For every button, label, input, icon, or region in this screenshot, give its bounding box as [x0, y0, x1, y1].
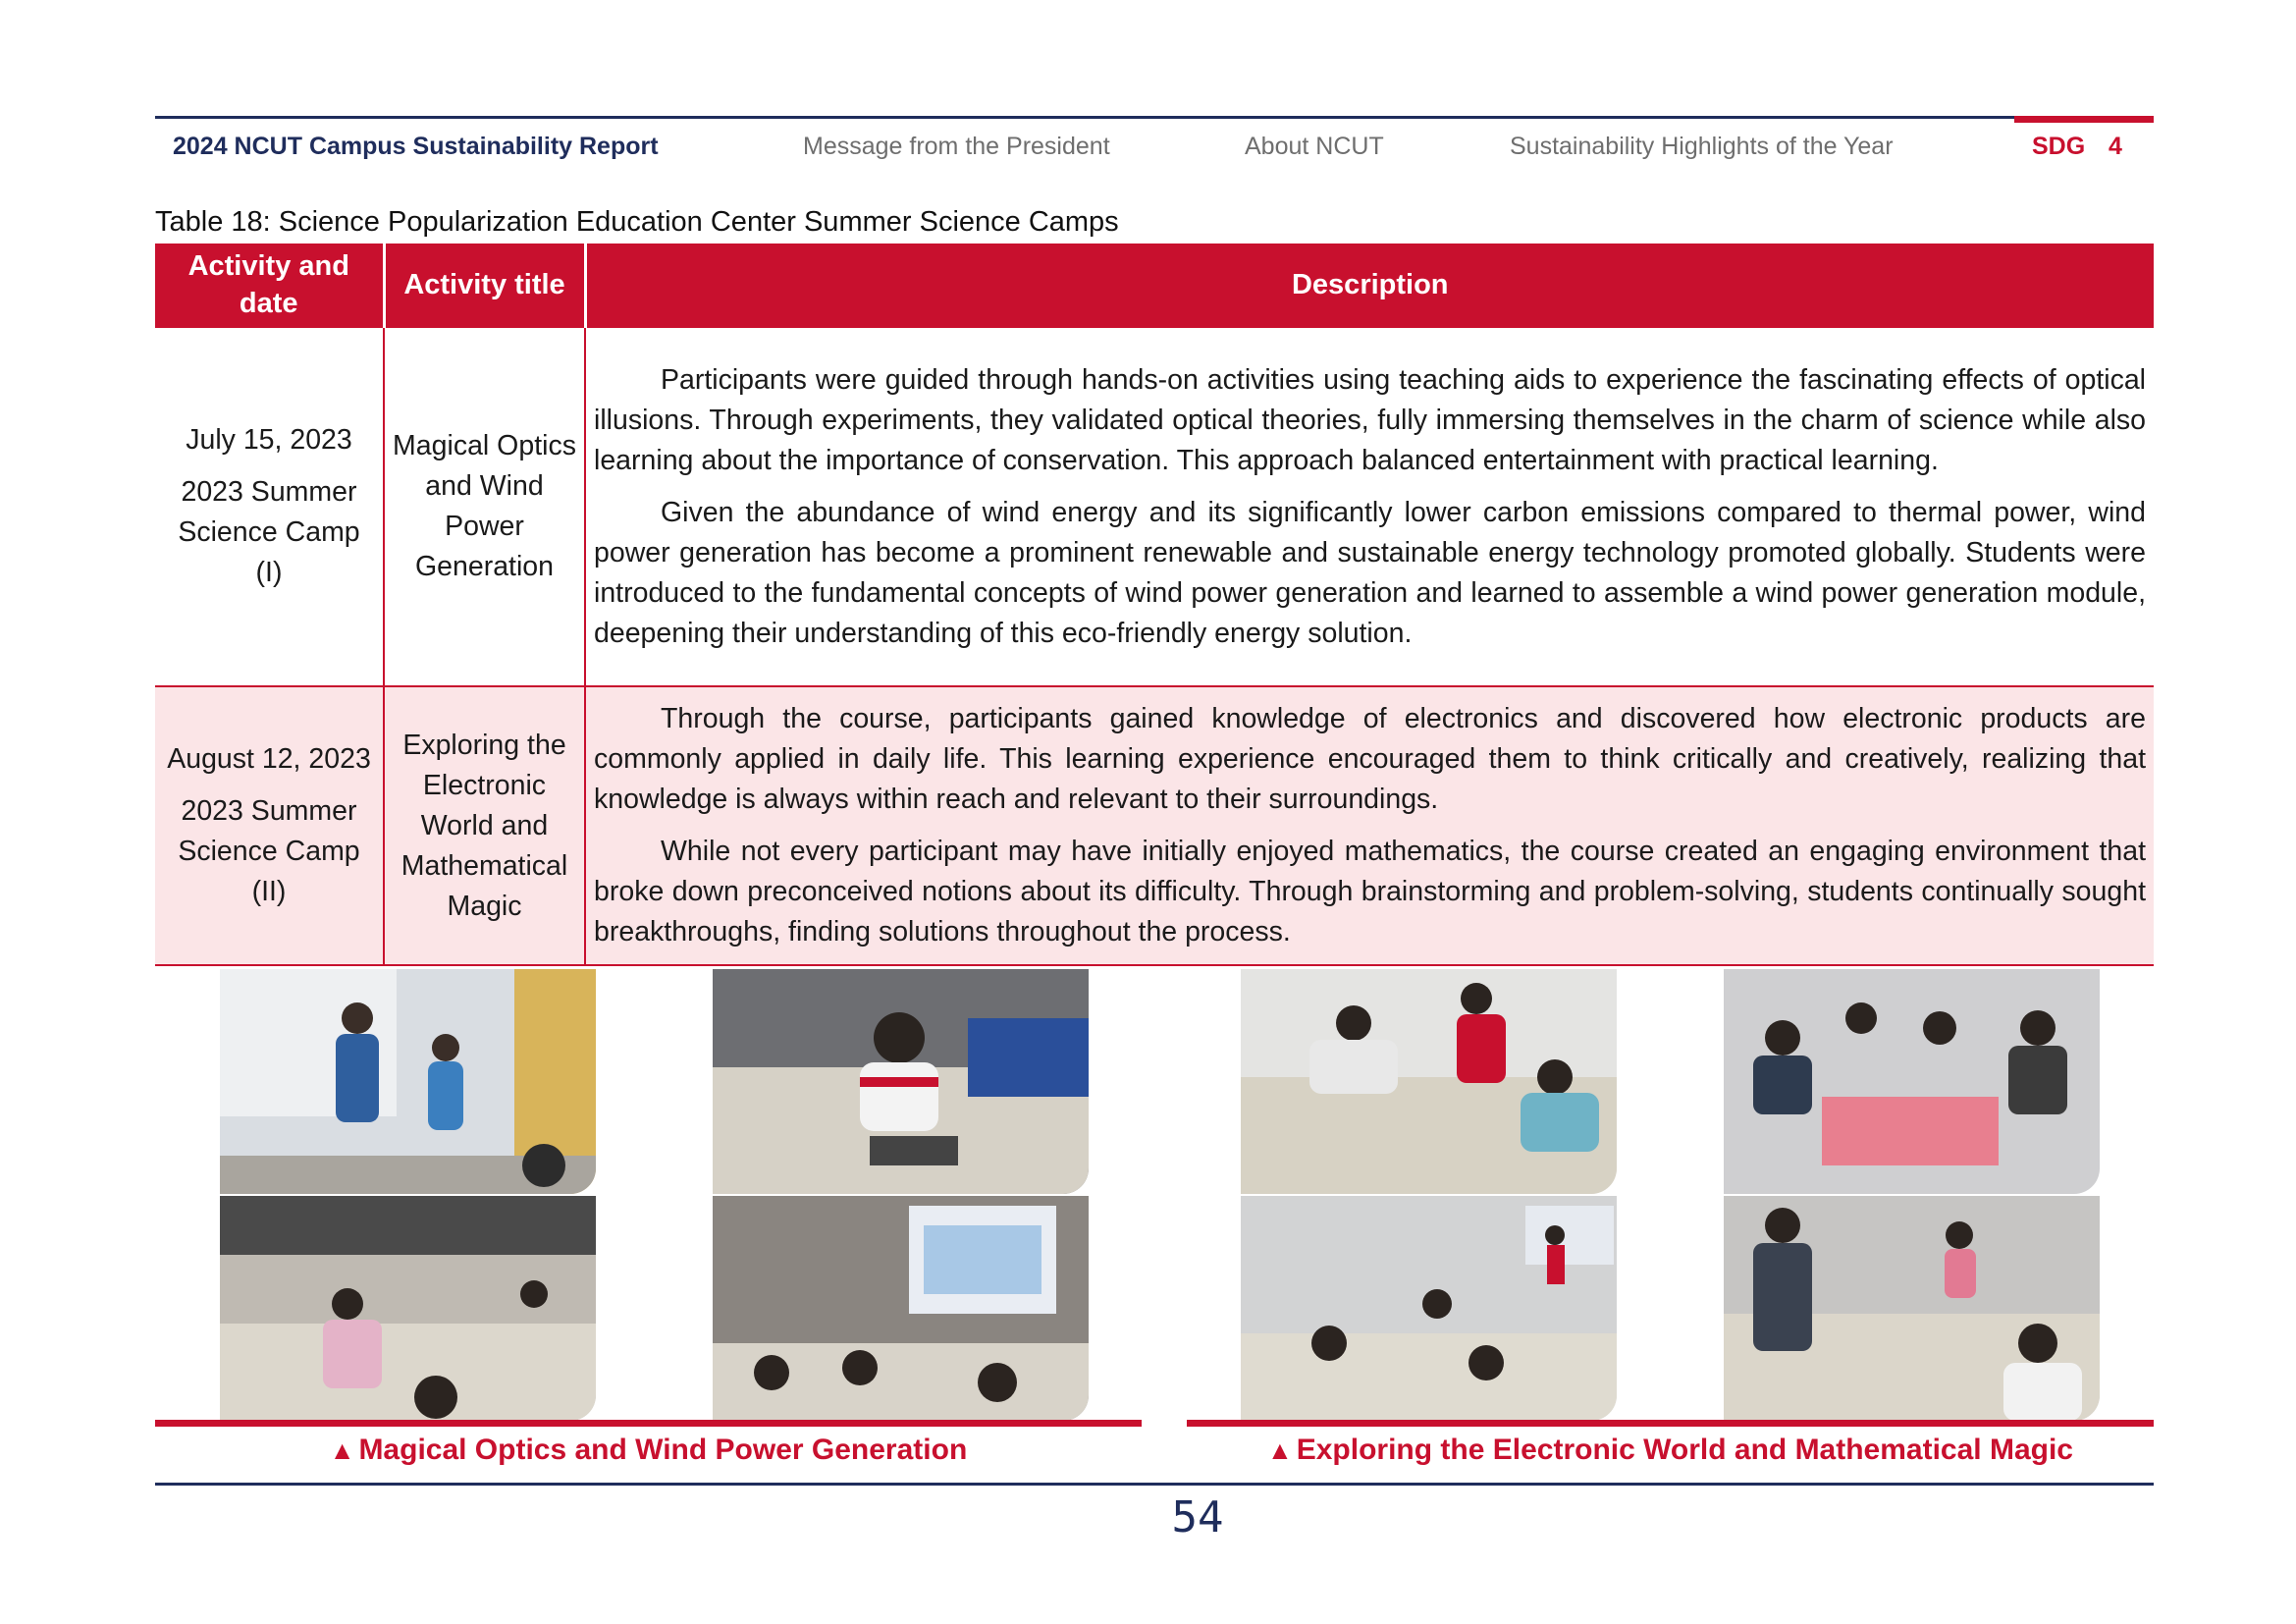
table-header-row	[155, 244, 2154, 327]
activity-date: August 12, 2023	[167, 743, 371, 775]
activity-title: Magical Optics and Wind Power Generation	[384, 327, 585, 686]
nav-about-ncut[interactable]: About NCUT	[1245, 133, 1384, 160]
caption-bar-right	[1187, 1420, 2154, 1427]
table-caption: Table 18: Science Popularization Education Center Summer Science Camps	[155, 206, 1119, 238]
description-paragraph: Given the abundance of wind energy and its significantly lower carbon emissions compared to thermal power, wind power generation has become a prominent renewable and sustainable energy technology promoted globally. Students were introduced to the fundamental concepts of wind power generation and learned to assemble a wind power generation module, deepening their understanding of this eco-friendly energy solution.	[594, 496, 2146, 649]
footer-divider	[155, 1483, 2154, 1486]
triangle-icon: ▲	[329, 1435, 355, 1465]
activity-description	[585, 686, 2154, 965]
photo-card-game	[1724, 969, 2100, 1194]
photo-math-workshop	[1241, 1196, 1617, 1421]
triangle-icon: ▲	[1267, 1435, 1293, 1465]
description-paragraph: While not every participant may have initially enjoyed mathematics, the course created an engaging environment that broke down preconceived notions about its difficulty. Through brainstorming and problem-solving, students continually sought breakthroughs, finding solutions throughout the process.	[594, 836, 2146, 947]
nav-message-from-president[interactable]: Message from the President	[803, 133, 1110, 160]
photo-problem-solving	[1724, 1196, 2100, 1421]
camp-name: 2023 Summer Science Camp (I)	[178, 476, 360, 588]
activity-title: Exploring the Electronic World and Mathematical Magic	[384, 686, 585, 965]
activity-date-cell	[155, 686, 384, 965]
sdg-accent-bar	[2014, 116, 2154, 123]
table-row	[155, 686, 2154, 965]
header-activity-date: Activity and date	[155, 244, 384, 327]
camps-table	[155, 244, 2154, 966]
photo-optics-demo	[220, 969, 596, 1194]
photo-caption-right	[1187, 1434, 2154, 1467]
header-activity-title: Activity title	[384, 244, 585, 327]
page-number: 54	[1171, 1492, 1224, 1543]
photo-wind-module-assembly	[713, 969, 1089, 1194]
photo-caption-right-text: Exploring the Electronic World and Mathematical Magic	[1296, 1434, 2073, 1466]
photo-group-activity	[1241, 969, 1617, 1194]
description-paragraph: Participants were guided through hands-on activities using teaching aids to experience the fascinating effects of optical illusions. Through experiments, they validated optical theories, fully immersing themselves in the charm of science while also learning about the importance of conservation. This approach balanced entertainment with practical learning.	[594, 363, 2146, 476]
nav-sustainability-highlights[interactable]: Sustainability Highlights of the Year	[1510, 133, 1894, 160]
activity-date-cell	[155, 327, 384, 686]
photo-classroom-tables	[220, 1196, 596, 1421]
photo-caption-left	[155, 1434, 1142, 1467]
caption-bar-left	[155, 1420, 1142, 1427]
page-header	[155, 116, 2154, 170]
description-paragraph: Through the course, participants gained knowledge of electronics and discovered how electronic products are commonly applied in daily life. This learning experience encouraged them to think critically and creatively, realizing that knowledge is always within reach and relevant to their surroundings.	[594, 703, 2146, 815]
photo-caption-left-text: Magical Optics and Wind Power Generation	[358, 1434, 968, 1466]
photo-lecture-screen	[713, 1196, 1089, 1421]
sdg-label[interactable]: SDG	[2032, 133, 2086, 160]
table-row	[155, 327, 2154, 686]
report-title: 2024 NCUT Campus Sustainability Report	[173, 133, 659, 160]
activity-date: July 15, 2023	[186, 424, 352, 456]
header-description: Description	[585, 244, 2154, 327]
camp-name: 2023 Summer Science Camp (II)	[178, 795, 360, 907]
activity-description	[585, 327, 2154, 686]
sdg-number[interactable]: 4	[2109, 133, 2122, 160]
